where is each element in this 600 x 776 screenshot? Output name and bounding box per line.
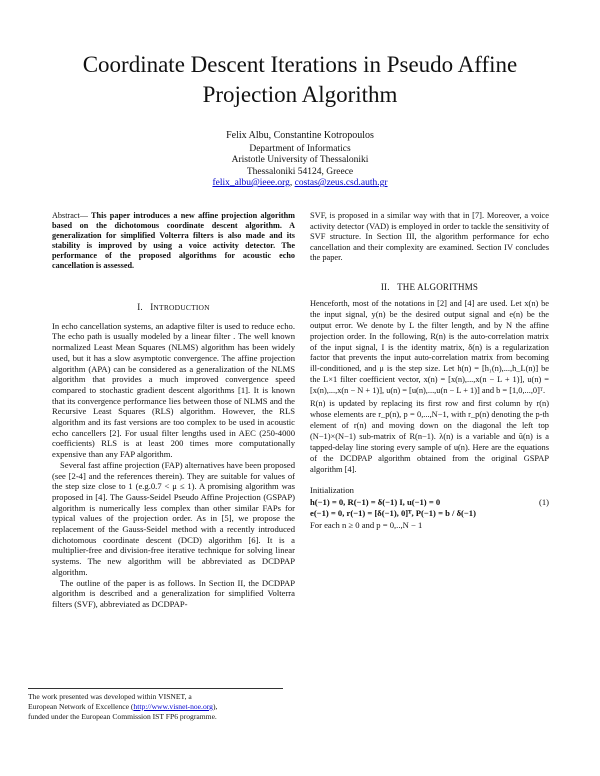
email-link-2[interactable]: costas@zeus.csd.auth.gr <box>294 178 388 188</box>
abstract-text: This paper introduces a new affine projection algorithm based on the dichotomous coordinate descent algorithm. A generalization for simplified Volterra filters is also made and its stability is improved by using a voice activity detector. The performance of the proposed algorithms for acoustic echo cancellation is assessed. <box>52 211 295 270</box>
footnote-line-3: funded under the European Commission IST FP6 programme. <box>28 712 217 721</box>
equation-line-1: h(−1) = 0, R(−1) = δ(−1) I, u(−1) = 0 <box>310 496 441 507</box>
intro-number: I. <box>137 302 143 312</box>
title-line-2: Projection Algorithm <box>202 82 398 107</box>
equation-line-3: For each n ≥ 0 and p = 0,..,N − 1 <box>310 519 423 530</box>
author-emails <box>0 178 600 190</box>
email-link-1[interactable]: felix_albu@ieee.org <box>212 178 290 188</box>
right-top-paragraph: SVF, is proposed in a similar way with that in [7]. Moreover, a voice activity detector (VAD) is employed in order to tackle the sensitivity of SVF structure. In Section III, the algorithm performance for echo cancellation and their complexity are examined. Section IV concludes the paper. <box>310 211 549 262</box>
affiliation-city: Thessaloniki 54124, Greece <box>246 166 354 177</box>
footnote-link[interactable]: http://www.visnet-noe.org <box>133 702 213 711</box>
footnote-rule <box>28 688 283 689</box>
footnote-line-2-pre: European Network of Excellence ( <box>28 702 134 711</box>
intro-title-rest: NTRODUCTION <box>153 303 210 312</box>
footnote <box>28 688 328 722</box>
author-block <box>0 130 600 190</box>
algorithms-paragraph-1: Henceforth, most of the notations in [2] and [4] are used. Let x(n) be the input signal, y(n) be the desired output signal and e(n) be the output error. We denote by L the filter length, and by N the affine projection order. In the following, R(n) is the auto-correlation matrix of the input signal, I is the identity matrix, δ(n) is a regularization factor that prevents the input auto-correlation matrix from becoming ill-conditioned, and μ is the step size. Let h(n) = [h₁(n),...,h_L(n)] be the L×1 filter coefficient vector, x(n) = [x(n),...,x(n − L + 1)], u(n) = [x(n),...,x(n − N + 1)], u(n) = [u(n),...,u(n − L + 1)] and b = [1,0,...,0]ᵀ. <box>310 298 549 396</box>
algorithms-title: THE ALGORITHMS <box>397 282 479 292</box>
title-line-1: Coordinate Descent Iterations in Pseudo Affine <box>82 52 518 77</box>
intro-heading <box>52 302 295 314</box>
intro-paragraph-3: The outline of the paper is as follows. In Section II, the DCDPAP algorithm is described and a generalization for simplified Volterra filters (SVF), abbreviated as DCDPAP- <box>52 577 295 609</box>
algorithms-section <box>310 282 549 531</box>
email-separator: , <box>289 178 295 188</box>
abstract <box>52 211 295 271</box>
footnote-line-2-post: ), <box>212 702 218 711</box>
algorithms-heading <box>310 282 549 293</box>
algorithms-number: II. <box>380 282 390 292</box>
intro-paragraph-1: In echo cancellation systems, an adaptive filter is used to reduce echo. The echo path is usually modeled by a linear filter . The well known normalized Least Mean Squares (NLMS) algorithm has been widely used, but it has a slow asymptotic convergence. The affine projection algorithm (APA) can be considered as a generalization of the NLMS algorithm that provides a much improved convergence speed compared to stochastic gradient descent algorithms [1]. It is known that its convergence performance lies between those of NLMS and the Recursive Least Squares (RLS) algorithm. However, the RLS algorithm and its fast versions are too complex to be used in acoustic echo cancellers [2]. For usual filter lengths used in AEC (250-4000 coefficients) RLS is at least 200 times more computationally expensive than any FAP algorithm. <box>52 320 295 460</box>
affiliation-univ: Aristotle University of Thessaloniki <box>231 155 369 165</box>
author-names: Felix Albu, Constantine Kotropoulos <box>226 130 374 141</box>
affiliation-dept: Department of Informatics <box>249 143 351 154</box>
algorithms-paragraph-2: R(n) is updated by replacing its first row and first column by r(n) whose elements are r_p(n), p = 0,...,N−1, with r_p(n) denoting the p-th element of r(n) and moving down on the diagonal the left top (N−1)×(N−1) sub-matrix of R(n−1). λ(n) is a variable and ũ(n) is a tapped-delay line storing every sample of u(n). Here are the equations of the DCDPAP algorithm obtained from the original GSPAP algorithm [4]. <box>310 399 549 474</box>
footnote-line-2 <box>28 702 328 712</box>
equation-number: (1) <box>538 497 549 508</box>
intro-paragraph-2: Several fast affine projection (FAP) alternatives have been proposed (see [2-4] and the references therein). They are suitable for values of the step size close to 1 (e.g.0.7 < μ ≤ 1). A promising algorithm was proposed in [4]. The Gauss-Seidel Pseudo Affine Projection (GSPAP) algorithm is numerically less complex than other similar FAPs for typical values of the projection order. As in [5], we propose the replacement of the Gauss-Seidel method with a recently introduced dichotomous coordinate descent (DCD) algorithm [6]. It is a multiplier-free and division-free iterative technique for solving linear systems. The new algorithm will be abbreviated as DCDPAP algorithm. <box>52 459 295 577</box>
intro-title-first: I <box>150 302 154 312</box>
paper-title <box>40 50 560 110</box>
abstract-lead: Abstract— <box>52 211 88 220</box>
intro-section <box>52 302 295 610</box>
equation-line-2: e(−1) = 0, r(−1) = [δ(−1), 0]ᵀ, P(−1) = b / δ(−1) <box>310 508 476 519</box>
footnote-line-1: The work presented was developed within VISNET, a <box>28 692 192 701</box>
initialization-block <box>310 485 549 531</box>
initialization-label: Initialization <box>310 485 354 496</box>
